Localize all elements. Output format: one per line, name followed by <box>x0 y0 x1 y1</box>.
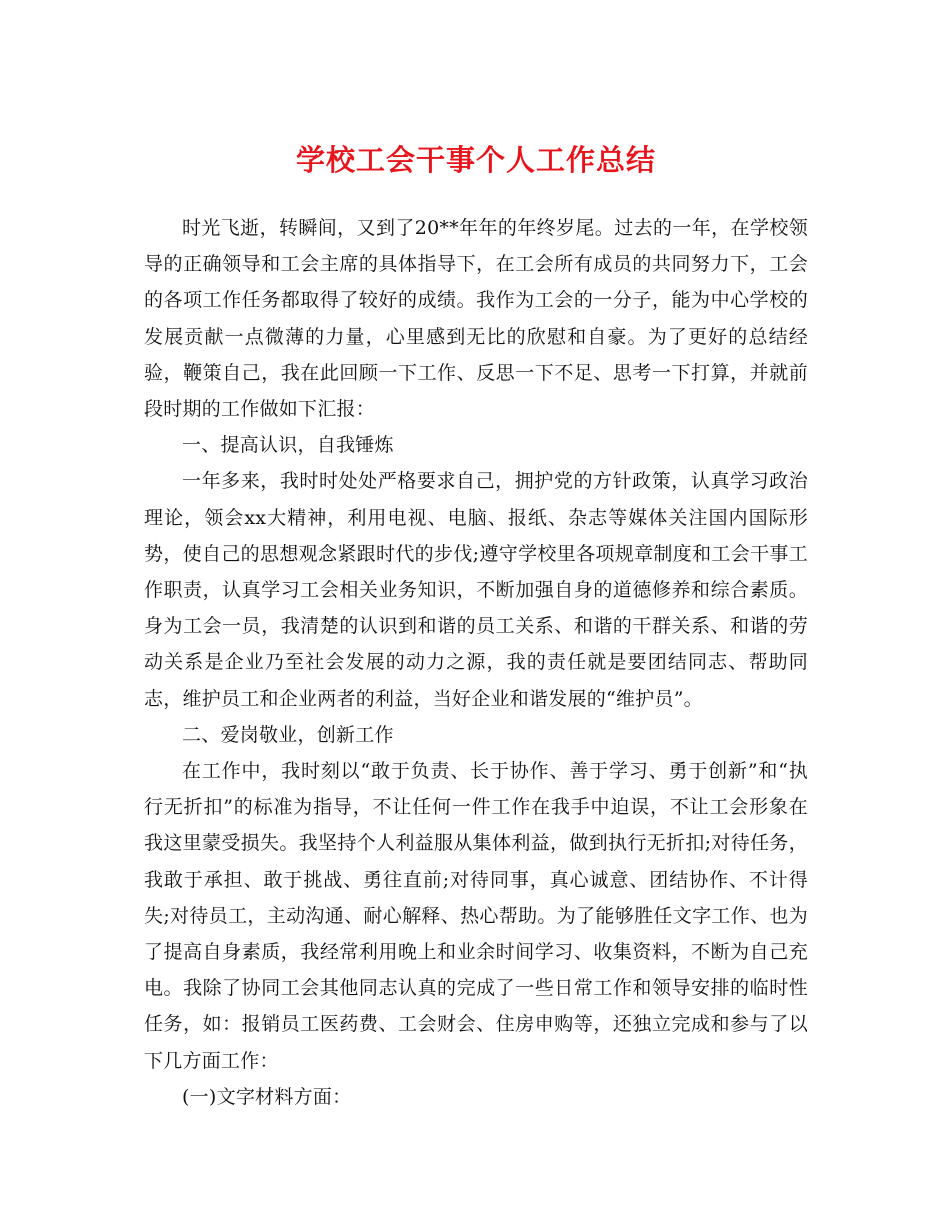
document-title: 学校工会干事个人工作总结 <box>295 143 656 177</box>
document-content <box>144 138 808 1115</box>
section-1-paragraph: 一年多来，我时时处处严格要求自己，拥护党的方针政策，认真学习政治理论，领会xx大精神，利用电视、电脑、报纸、杂志等媒体关注国内国际形势，使自己的思想观念紧跟时代的步伐;遵守学校里各项规章制度和工会干事工作职责，认真学习工会相关业务知识，不断加强自身的道德修养和综合素质。身为工会一员，我清楚的认识到和谐的员工关系、和谐的干群关系、和谐的劳动关系是企业乃至社会发展的动力之源，我的责任就是要团结同志、帮助同志，维护员工和企业两者的利益，当好企业和谐发展的“维护员”。 <box>144 470 808 710</box>
section-heading-2: 二、爱岗敬业，创新工作 <box>182 723 394 746</box>
intro-paragraph: 时光飞逝，转瞬间，又到了20**年年的年终岁尾。过去的一年，在学校领导的正确领导和工会主席的具体指导下，在工会所有成员的共同努力下，工会的各项工作任务都取得了较好的成绩。我作为工会的一分子，能为中心学校的发展贡献一点微薄的力量，心里感到无比的欣慰和自豪。为了更好的总结经验，鞭策自己，我在此回顾一下工作、反思一下不足、思考一下打算，并就前段时期的工作做如下汇报： <box>144 217 808 421</box>
subsection-heading-1: (一)文字材料方面： <box>182 1085 352 1108</box>
section-2-paragraph: 在工作中，我时刻以“敢于负责、长于协作、善于学习、勇于创新”和“执行无折扣”的标准为指导，不让任何一件工作在我手中迫误，不让工会形象在我这里蒙受损失。我坚持个人利益服从集体利益，做到执行无折扣;对待任务，我敢于承担、敢于挑战、勇往直前;对待同事，真心诚意、团结协作、不计得失;对待员工，主动沟通、耐心解释、热心帮助。为了能够胜任文字工作、也为了提高自身素质，我经常利用晚上和业余时间学习、收集资料，不断为自己充电。我除了协同工会其他同志认真的完成了一些日常工作和领导安排的临时性任务，如：报销员工医药费、工会财会、住房申购等，还独立完成和参与了以下几方面工作： <box>144 760 808 1072</box>
document-body <box>144 210 808 1115</box>
section-heading-1: 一、提高认识，自我锤炼 <box>182 434 394 457</box>
